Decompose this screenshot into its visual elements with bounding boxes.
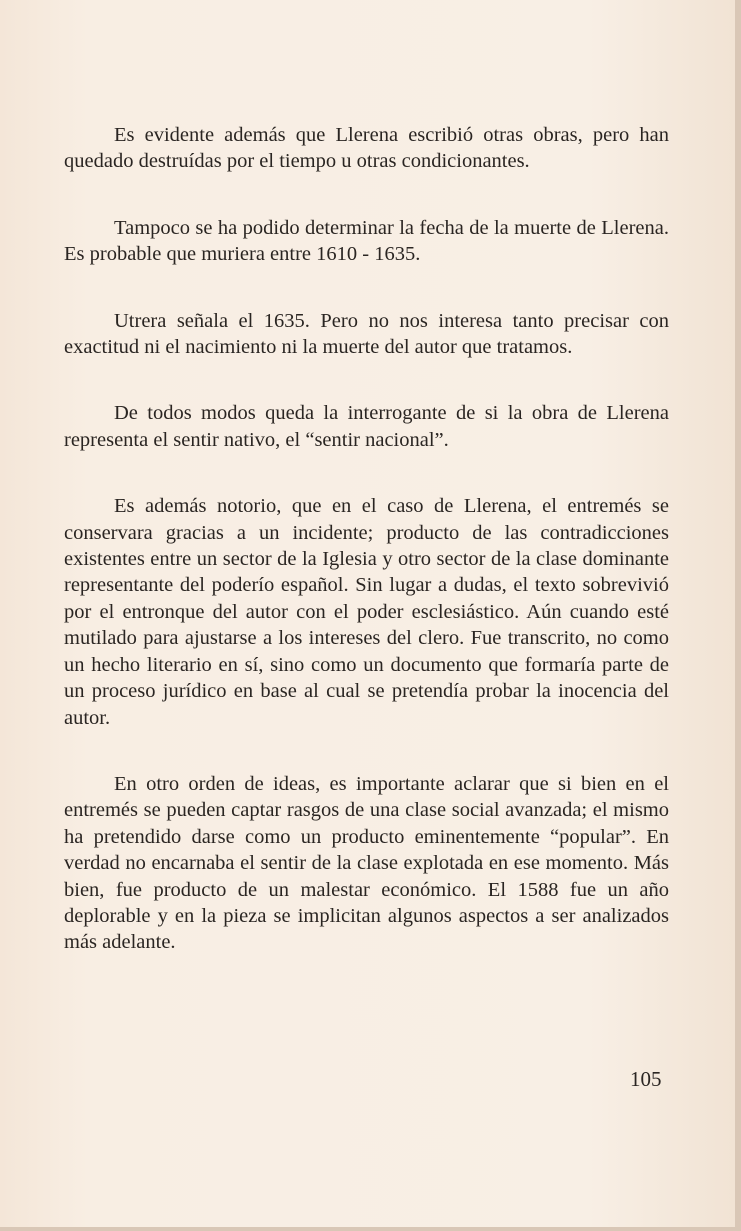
paragraph-2: Tampoco se ha podido determinar la fecha de la muerte de Llerena. Es probable que muriera entre 1610 - 1635. xyxy=(64,216,669,266)
paragraph-1: Es evidente además que Llerena escribió otras obras, pero han quedado destruídas por el tiempo u otras condicionantes. xyxy=(64,124,669,173)
body-text xyxy=(64,122,669,956)
paragraph-3: Utrera señala el 1635. Pero no nos interesa tanto precisar con exactitud ni el nacimiento ni la muerte del autor que tratamos. xyxy=(64,309,669,359)
paragraph-4: De todos modos queda la interrogante de si la obra de Llerena representa el sentir nativo, el “sentir nacional”. xyxy=(64,402,669,451)
paragraph-6: En otro orden de ideas, es importante aclarar que si bien en el entremés se pueden captar rasgos de una clase social avanzada; el mismo ha pretendido darse como un producto eminentemente “popular”. En verdad no encarnaba el sentir de la clase explotada en ese momento. Más bien, fue producto de un malestar económico. El 1588 fue un año deplorable y en la pieza se implicitan algunos aspectos a ser analizados más adelante. xyxy=(64,772,669,954)
paragraph-5: Es además notorio, que en el caso de Llerena, el entremés se conservara gracias a un incidente; producto de las contradicciones existentes entre un sector de la Iglesia y otro sector de la clase dominante representante del poderío español. Sin lugar a dudas, el texto sobrevivió por el entronque del autor con el poder esclesiástico. Aún cuando esté mutilado para ajustarse a los intereses del clero. Fue transcrito, no como un hecho literario en sí, sino como un documento que formaría parte de un proceso jurídico en base al cual se pretendía probar la inocencia del autor. xyxy=(64,495,669,729)
page-number: 105 xyxy=(630,1067,662,1091)
